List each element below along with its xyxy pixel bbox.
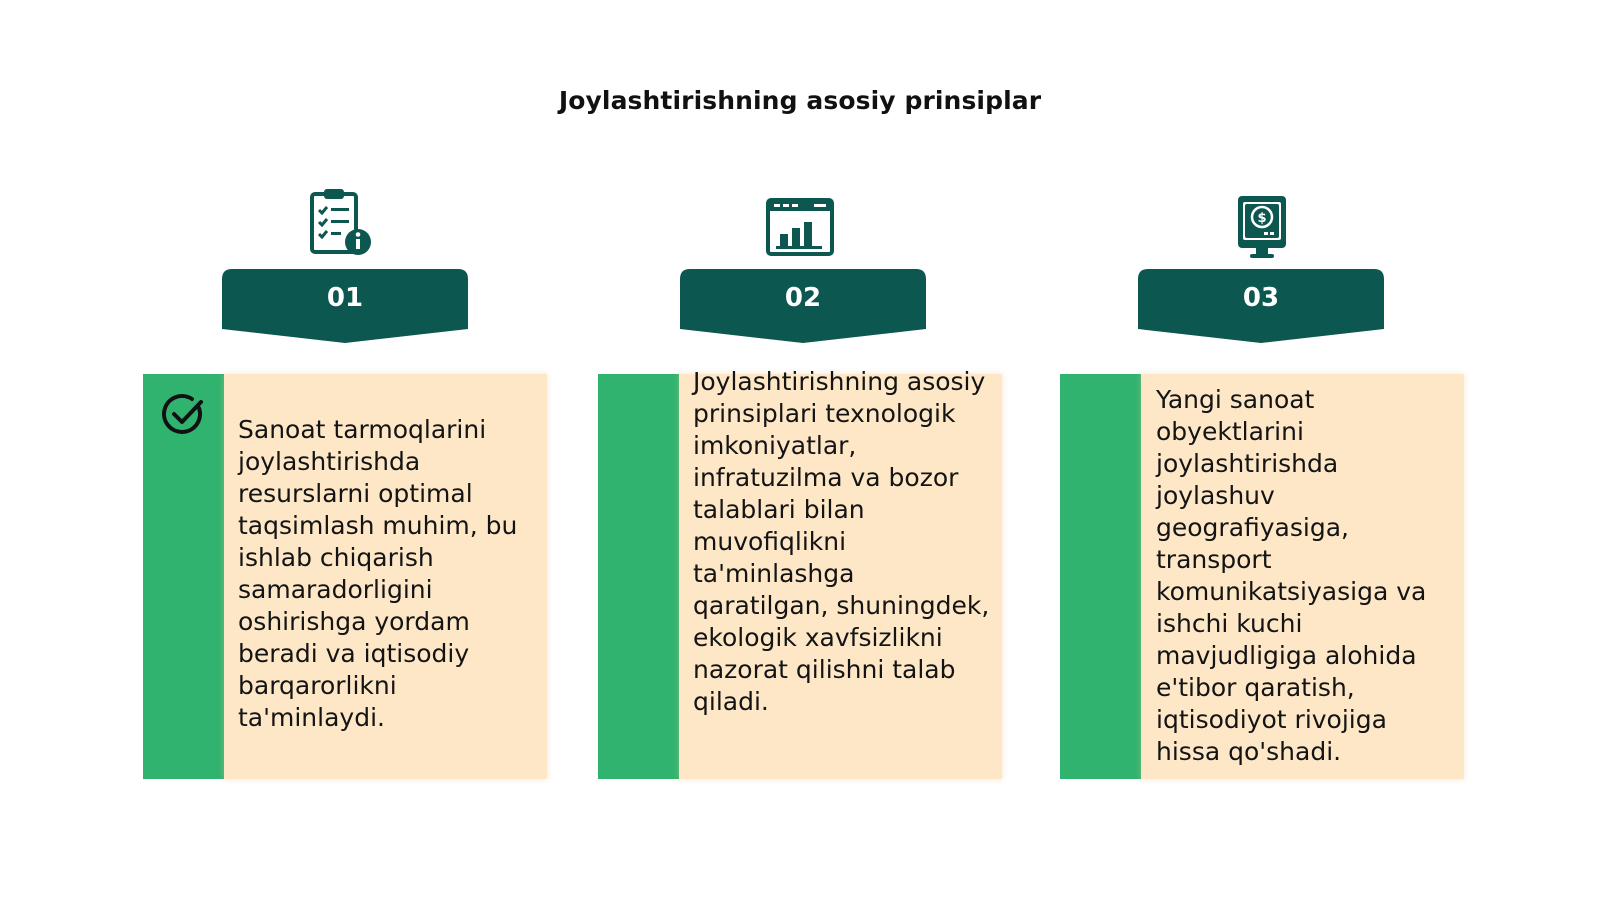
check-circle-icon (161, 392, 207, 438)
slide-title: Joylashtirishning asosiy prinsiplar (558, 86, 1042, 115)
step-badge-01 (222, 269, 468, 349)
card-body (679, 367, 1002, 779)
dollar-monitor-icon (1224, 190, 1300, 266)
step-description: Joylashtirishning asosiy prinsiplari texnologik imkoniyatlar, infratuzilma va bozor talablari bilan muvofiqlikni ta'minlashga qaratilgan, shuningdek, ekologik xavfsizlikni nazorat qilishni talab qiladi. (693, 367, 990, 716)
step-card-03 (1060, 374, 1464, 779)
clipboard-checklist-info-icon (300, 186, 376, 262)
card-stripe (143, 374, 224, 779)
step-badge-02 (680, 269, 926, 349)
step-number: 03 (1242, 283, 1280, 313)
card-stripe (598, 374, 679, 779)
bar-chart-window-icon (762, 192, 838, 268)
step-number: 01 (326, 283, 364, 313)
card-stripe (1060, 374, 1141, 779)
card-body (1141, 374, 1464, 779)
step-description: Sanoat tarmoqlarini joylashtirishda resurslarni optimal taqsimlash muhim, bu ishlab chiqarish samaradorligini oshirishga yordam beradi va iqtisodiy barqarorlikni ta'minlaydi. (238, 415, 518, 732)
step-number: 02 (784, 283, 822, 313)
step-card-01 (143, 374, 547, 779)
step-description: Yangi sanoat obyektlarini joylashtirishda joylashuv geografiyasiga, transport komunikatsiyasiga va ishchi kuchi mavjudligiga alohida e'tibor qaratish, iqtisodiyot rivojiga hissa qo'shadi. (1156, 385, 1427, 766)
svg-text:$: $ (1257, 211, 1267, 226)
step-badge-03 (1138, 269, 1384, 349)
card-body (224, 374, 547, 779)
step-card-02 (598, 367, 1002, 779)
